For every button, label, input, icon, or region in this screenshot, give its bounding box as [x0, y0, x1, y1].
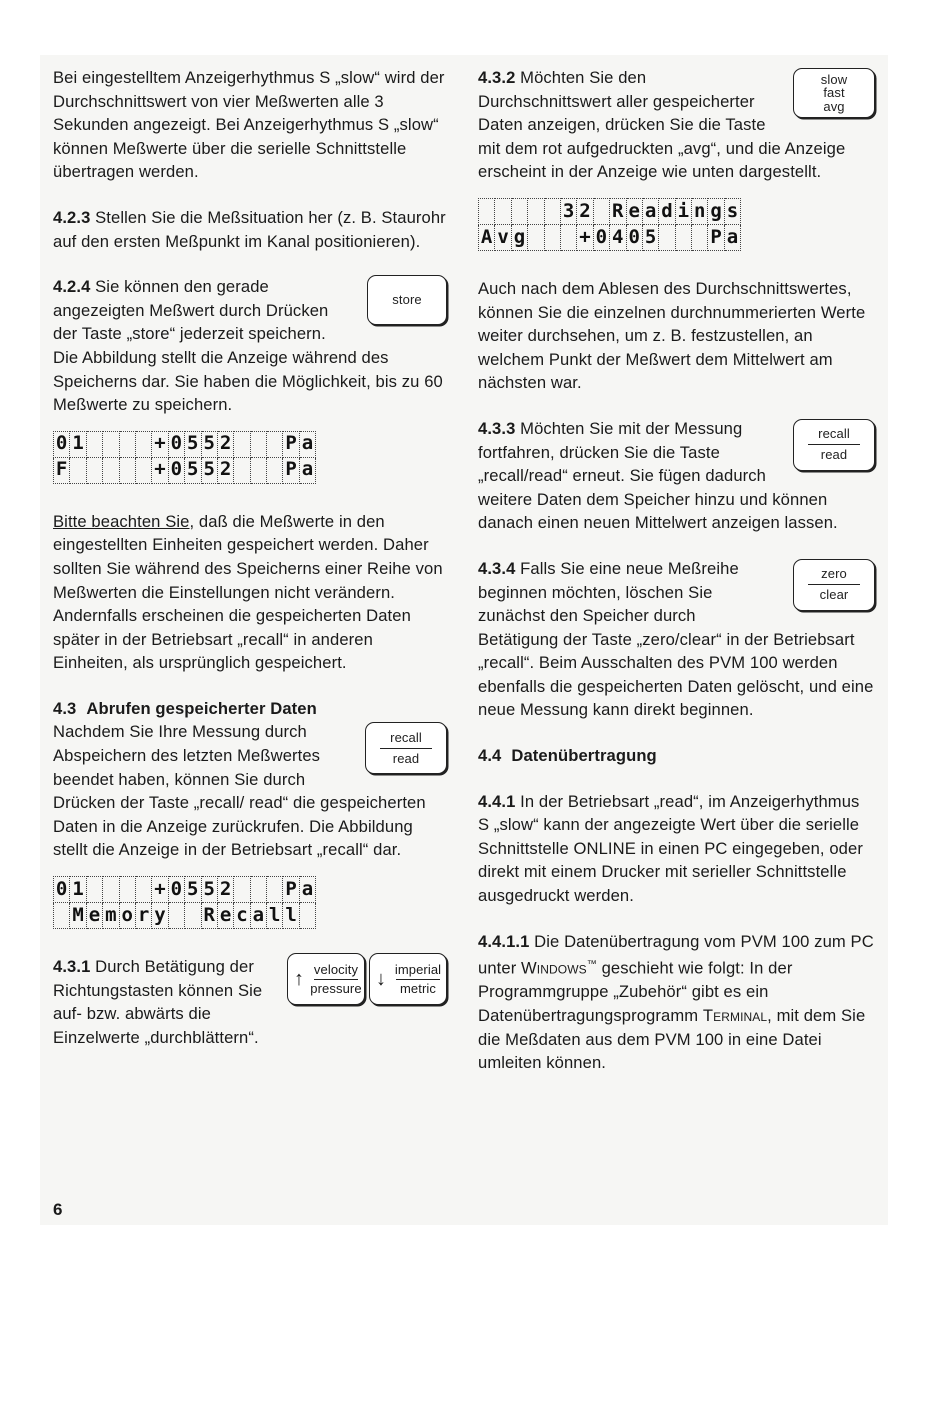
lcd-cell: a — [643, 198, 659, 225]
lcd-cell: 0 — [169, 876, 185, 903]
lcd-cell: 5 — [185, 458, 201, 484]
lcd-cell: + — [577, 225, 593, 251]
section-4-3-3 — [478, 417, 875, 535]
section-4-3-4 — [478, 557, 875, 722]
recall-read-key — [365, 722, 447, 774]
lcd-cell: 5 — [185, 876, 201, 903]
lcd-cell — [251, 458, 267, 484]
lcd-cell — [87, 431, 103, 458]
slow-fast-avg-key — [793, 68, 875, 118]
lcd-cell — [185, 903, 201, 929]
note-paragraph — [53, 510, 447, 675]
lcd-cell — [512, 198, 528, 225]
lcd-cell: a — [300, 458, 316, 484]
key-top-label: recall — [390, 729, 422, 745]
lcd-cell — [120, 458, 136, 484]
lcd-cell: l — [267, 903, 283, 929]
store-key-label: store — [392, 292, 422, 308]
key-label-avg: avg — [823, 98, 845, 114]
lcd-cell — [545, 198, 561, 225]
section-text: Möchten Sie mit der Messung fortfahren, drücken Sie die Taste „recall/read“ erneut. Sie fügen dadurch weitere Daten dem Speicher hinzu und können danach einen neuen Mittelwert anzeigen lassen. — [478, 418, 838, 533]
key-divider — [808, 584, 859, 585]
lcd-cell — [120, 431, 136, 458]
key-label-slow: slow — [820, 71, 848, 87]
lcd-cell: 1 — [70, 431, 86, 458]
lcd-cell: 5 — [185, 431, 201, 458]
lcd-cell: 2 — [218, 458, 234, 484]
lcd-cell: y — [152, 903, 168, 929]
section-4-4-1 — [478, 790, 875, 908]
lcd-cell: g — [708, 198, 724, 225]
lcd-cell — [267, 876, 283, 903]
terminal-term: Terminal — [702, 1005, 768, 1025]
lcd-cell: n — [692, 198, 708, 225]
note-underlined: Bitte beachten Sie — [53, 511, 190, 531]
lcd-cell — [676, 225, 692, 251]
section-number: 4.3.1 — [53, 957, 91, 977]
section-4-2-3 — [53, 206, 447, 253]
lcd-cell: 5 — [202, 431, 218, 458]
heading-number: 4.4 — [478, 746, 502, 766]
lcd-cell — [87, 458, 103, 484]
lcd-cell: 0 — [169, 431, 185, 458]
lcd-cell — [53, 903, 70, 929]
key-top-label: imperial — [394, 961, 442, 977]
lcd-cell: a — [251, 903, 267, 929]
left-column — [53, 66, 447, 1071]
key-divider — [314, 979, 359, 980]
heading-4-4 — [478, 744, 875, 768]
lcd-row — [478, 225, 875, 251]
section-text: Stellen Sie die Meßsituation her (z. B. Staurohr auf den ersten Meßpunkt im Kanal positionieren). — [53, 207, 446, 251]
lcd-cell: e — [627, 198, 643, 225]
lcd-cell — [267, 458, 283, 484]
key-top-label: recall — [818, 426, 850, 442]
lcd-cell — [120, 876, 136, 903]
section-number: 4.3.2 — [478, 68, 516, 87]
section-text: Möchten Sie den Durchschnittswert aller gespeicherter Daten anzeigen, drücken Sie die Taste mit dem rot aufgedruckten „avg“, und die Anzeige erscheint in der Anzeige wie unten dargestellt. — [478, 68, 846, 182]
lcd-row — [53, 458, 447, 484]
paragraph-after-average: Auch nach dem Ablesen des Durchschnittswertes, können Sie die einzelnen durchnummerierten Werte weiter durchsehen, um z. B. festzustellen, an welchem Punkt der Meßwert dem Mittelwert am nächsten war. — [478, 278, 866, 393]
lcd-cell: 5 — [643, 225, 659, 251]
lcd-cell: M — [70, 903, 86, 929]
lcd-cell: 1 — [70, 876, 86, 903]
section-number: 4.2.3 — [53, 207, 91, 227]
section-4-3 — [53, 720, 447, 862]
section-text: In der Betriebsart „read“, im Anzeigerhythmus S „slow“ kann der angezeigte Wert über die serielle Schnittstelle ONLINE in einen PC eingegeben, oder direkt mit einem Drucker mit serieller Schnittstelle ausgedruckt werden. — [478, 791, 863, 906]
lcd-cell: l — [283, 903, 299, 929]
direction-keys — [287, 953, 447, 1005]
lcd-cell: r — [136, 903, 152, 929]
lcd-cell — [136, 431, 152, 458]
lcd-cell: P — [283, 876, 299, 903]
lcd-row — [53, 431, 447, 458]
lcd-cell: 0 — [169, 458, 185, 484]
lcd-cell: P — [283, 431, 299, 458]
page-number: 6 — [53, 1200, 63, 1219]
lcd-cell: i — [676, 198, 692, 225]
lcd-cell: 2 — [218, 876, 234, 903]
lcd-cell: P — [708, 225, 724, 251]
lcd-cell — [528, 198, 544, 225]
lcd-cell: v — [495, 225, 511, 251]
right-column — [478, 66, 875, 1097]
section-4-4-1-1 — [478, 930, 875, 1075]
lcd-cell — [234, 431, 250, 458]
lcd-cell — [169, 903, 185, 929]
lcd-cell: c — [234, 903, 250, 929]
heading-title: Datenübertragung — [511, 746, 657, 766]
lcd-cell — [234, 876, 250, 903]
lcd-cell — [251, 876, 267, 903]
lcd-cell — [136, 876, 152, 903]
lcd-cell — [103, 458, 119, 484]
heading-4-3 — [53, 697, 447, 721]
lcd-cell: 0 — [594, 225, 610, 251]
section-text: Die Datenübertragung vom PVM 100 zum PC unter — [478, 931, 874, 978]
lcd-cell: e — [218, 903, 234, 929]
section-text: Durch Betätigung der Richtungstasten können Sie auf- bzw. abwärts die Einzelwerte „durchblättern“. — [53, 957, 263, 1047]
lcd-cell — [70, 458, 86, 484]
trademark: ™ — [586, 959, 597, 971]
lcd-cell: 2 — [577, 198, 593, 225]
lcd-cell: R — [610, 198, 626, 225]
lcd-cell: o — [120, 903, 136, 929]
lcd-cell: a — [725, 225, 741, 251]
lcd-cell: + — [152, 876, 168, 903]
lcd-cell: d — [659, 198, 675, 225]
section-number: 4.4.1.1 — [478, 931, 530, 951]
lcd-cell: s — [725, 198, 741, 225]
lcd-cell — [528, 225, 544, 251]
lcd-cell: F — [53, 458, 70, 484]
section-number: 4.3.4 — [478, 558, 516, 578]
lcd-cell: e — [87, 903, 103, 929]
lcd-cell — [251, 431, 267, 458]
lcd-cell — [300, 903, 316, 929]
up-key — [287, 953, 365, 1005]
lcd-cell — [659, 225, 675, 251]
lcd-cell — [103, 431, 119, 458]
lcd-cell — [87, 876, 103, 903]
heading-title: Abrufen gespeicherter Daten — [86, 698, 317, 718]
lcd-cell: 0 — [53, 431, 70, 458]
section-4-2-4 — [53, 275, 447, 417]
lcd-cell: R — [202, 903, 218, 929]
lcd-cell: g — [512, 225, 528, 251]
section-4-3-1 — [53, 955, 447, 1049]
lcd-cell: a — [300, 431, 316, 458]
lcd-cell: A — [478, 225, 495, 251]
key-divider — [396, 979, 441, 980]
section-number: 4.4.1 — [478, 791, 516, 811]
section-number: 4.3.3 — [478, 418, 516, 438]
lcd-cell: 0 — [627, 225, 643, 251]
arrow-up-icon: ↑ — [293, 968, 305, 991]
lcd-cell: m — [103, 903, 119, 929]
arrow-down-icon: ↓ — [375, 968, 387, 991]
lcd-cell — [478, 198, 495, 225]
lcd-row — [478, 198, 875, 225]
key-label-fast: fast — [823, 85, 845, 101]
lcd-cell: a — [300, 876, 316, 903]
lcd-cell — [545, 225, 561, 251]
lcd-cell: 4 — [610, 225, 626, 251]
key-divider — [380, 748, 431, 749]
lcd-display-recall — [53, 876, 447, 929]
lcd-cell: + — [152, 431, 168, 458]
key-top-label: zero — [821, 566, 847, 582]
lcd-display-average — [478, 198, 875, 251]
section-4-3-2 — [478, 66, 875, 184]
key-bottom-label: metric — [400, 980, 436, 996]
windows-term: Windows — [521, 958, 587, 978]
store-key — [367, 275, 447, 325]
lcd-display-store — [53, 431, 447, 484]
lcd-cell: P — [283, 458, 299, 484]
lcd-cell — [594, 198, 610, 225]
lcd-cell: 2 — [218, 431, 234, 458]
heading-number: 4.3 — [53, 698, 77, 718]
lcd-cell — [103, 876, 119, 903]
lcd-cell: 5 — [202, 458, 218, 484]
zero-clear-key — [793, 559, 875, 611]
section-text: Falls Sie eine neue Meßreihe beginnen möchten, löschen Sie zunächst den Speicher durch Betätigung der Taste „zero/clear“ in der Betriebsart „recall“. Beim Ausschalten des PVM 100 werden ebenfalls die gespeicherten Daten gelöscht, und eine neue Messung kann direkt beginnen. — [478, 558, 874, 720]
paragraph-slow-mode: Bei eingestelltem Anzeigerhythmus S „slow“ wird der Durchschnittswert von vier Meßwerten alle 3 Sekunden angezeigt. Bei Anzeigerhythmus S „slow“ können Meßwerte über die serielle Schnittstelle übertragen werden. — [53, 68, 445, 182]
lcd-cell — [234, 458, 250, 484]
section-text: , mit dem Sie die Meßdaten aus dem PVM 100 in eine Datei umleiten können. — [478, 1005, 866, 1073]
lcd-cell: 3 — [561, 198, 577, 225]
section-text: Sie können den gerade angezeigten Meßwert durch Drücken der Taste „store“ jederzeit speichern. Die Abbildung stellt die Anzeige während des Speicherns dar. Sie haben die Möglichkeit, bis zu 60 Meßwerte zu speichern. — [53, 277, 443, 415]
key-bottom-label: read — [820, 447, 848, 463]
section-text: geschieht wie folgt: In der Programmgruppe „Zubehör“ gibt es ein Datenübertragungsprogramm — [478, 958, 793, 1025]
lcd-cell: + — [152, 458, 168, 484]
lcd-cell — [495, 198, 511, 225]
down-key — [369, 953, 447, 1005]
key-top-label: velocity — [313, 961, 359, 977]
key-divider — [808, 444, 859, 445]
note-text: , daß die Meßwerte in den eingestellten Einheiten gespeichert werden. Daher sollten Sie während des Speicherns einer Reihe von Meßwerten die Einstellungen nicht verändern. Andernfalls erscheinen die gespeicherten Daten später in der Betriebsart „recall“ in anderen Einheiten, als ursprünglich gespeichert. — [53, 511, 443, 673]
section-number: 4.2.4 — [53, 277, 91, 297]
recall-read-key — [793, 419, 875, 471]
key-bottom-label: pressure — [310, 980, 362, 996]
lcd-cell — [561, 225, 577, 251]
lcd-row — [53, 903, 447, 929]
lcd-row — [53, 876, 447, 903]
lcd-cell: 0 — [53, 876, 70, 903]
lcd-cell: 5 — [202, 876, 218, 903]
lcd-cell — [267, 431, 283, 458]
key-bottom-label: read — [392, 750, 420, 766]
key-bottom-label: clear — [819, 587, 849, 603]
section-text: Nachdem Sie Ihre Messung durch Abspeichern des letzten Meßwertes beendet haben, können Sie durch Drücken der Taste „recall/ read“ die gespeicherten Daten in die Anzeige zurückrufen. Die Abbildung stellt die Anzeige in der Betriebsart „recall“ dar. — [53, 722, 426, 860]
lcd-cell — [692, 225, 708, 251]
lcd-cell — [136, 458, 152, 484]
